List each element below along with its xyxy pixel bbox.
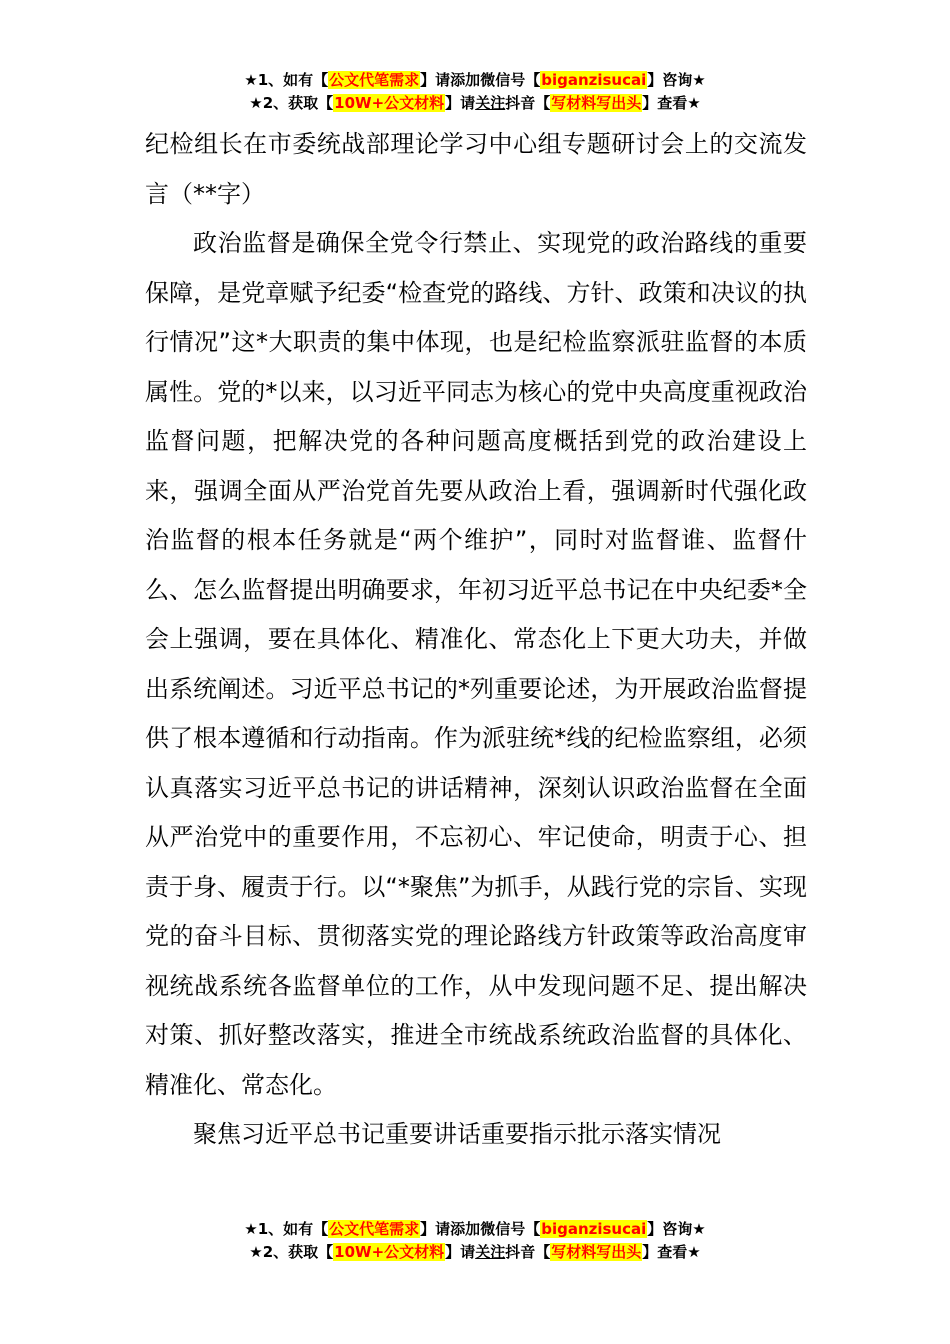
banner-text: 】查看 [642,1243,688,1261]
star-icon: ★ [692,1220,706,1238]
section-heading: 聚焦习近平总书记重要讲话重要指示批示落实情况 [193,1120,721,1148]
header-banner [0,69,950,115]
banner-text: 】咨询 [647,71,693,89]
banner-text: 加 [465,71,481,89]
banner-line-2 [0,92,950,115]
highlight-douyin-id: 写材料写出头 [551,1243,642,1261]
banner-text: 】查看 [642,94,688,112]
banner-text: 】咨询 [647,1220,693,1238]
highlight-materials: 10W+公文材料 [334,1243,445,1261]
banner-text: 微信号【 [480,1220,541,1238]
star-icon: ★ [687,94,701,112]
footer-banner [0,1218,950,1264]
banner-line-1 [0,1218,950,1241]
highlight-service: 公文代笔需求 [329,71,420,89]
banner-text: 2、获取【 [262,94,334,112]
star-icon: ★ [244,71,258,89]
body-paragraph: 政治监督是确保全党令行禁止、实现党的政治路线的重要保障，是党章赋予纪委“检查党的路线、方针、政策和决议的执行情况”这*大职责的集中体现，也是纪检监察派驻监督的本质属性。党的*以来，以习近平同志为核心的党中央高度重视政治监督问题，把解决党的各种问题高度概括到党的政治建设上来，强调全面从严治党首先要从政治上看，强调新时代强化政治监督的根本任务就是“两个维护”，同时对监督谁、监督什么、怎么监督提出明确要求，年初习近平总书记在中央纪委*全会上强调，要在具体化、精准化、常态化上下更大功夫，并做出系统阐述。习近平总书记的*列重要论述，为开展政治监督提供了根本遵循和行动指南。作为派驻统*线的纪检监察组，必须认真落实习近平总书记的讲话精神，深刻认识政治监督在全面从严治党中的重要作用，不忘初心、牢记使命，明责于心、担责于身、履责于行。以“*聚焦”为抓手，从践行党的宗旨、实现党的奋斗目标、贯彻落实党的理论路线方针政策等政治高度审视统战系统各监督单位的工作，从中发现问题不足、提出解决对策、抓好整改落实，推进全市统战系统政治监督的具体化、精准化、常态化。 [145,229,807,1099]
document-body [145,120,807,1160]
star-icon: ★ [687,1243,701,1261]
banner-text: 】请添 [420,1220,466,1238]
banner-text-underlined: 关注 [475,94,506,112]
star-icon: ★ [249,94,263,112]
star-icon: ★ [244,1220,258,1238]
star-icon: ★ [249,1243,263,1261]
banner-text: 1、如有【 [257,1220,329,1238]
highlight-wechat-id: biganzisucai [541,1220,647,1238]
highlight-wechat-id: biganzisucai [541,71,647,89]
banner-text: 抖音【 [505,1243,551,1261]
banner-text-underlined: 关注 [475,1243,506,1261]
highlight-materials: 10W+公文材料 [334,94,445,112]
banner-text: 抖音【 [505,94,551,112]
highlight-douyin-id: 写材料写出头 [551,94,642,112]
banner-text: 2、获取【 [262,1243,334,1261]
banner-text: 】请 [445,94,476,112]
banner-text: 】请添 [420,71,466,89]
banner-text: 加 [465,1220,481,1238]
star-icon: ★ [692,71,706,89]
banner-text: 1、如有【 [257,71,329,89]
banner-line-2 [0,1241,950,1264]
highlight-service: 公文代笔需求 [329,1220,420,1238]
banner-line-1 [0,69,950,92]
banner-text: 微信号【 [480,71,541,89]
document-title: 纪检组长在市委统战部理论学习中心组专题研讨会上的交流发言（**字） [145,130,807,208]
banner-text: 】请 [445,1243,476,1261]
